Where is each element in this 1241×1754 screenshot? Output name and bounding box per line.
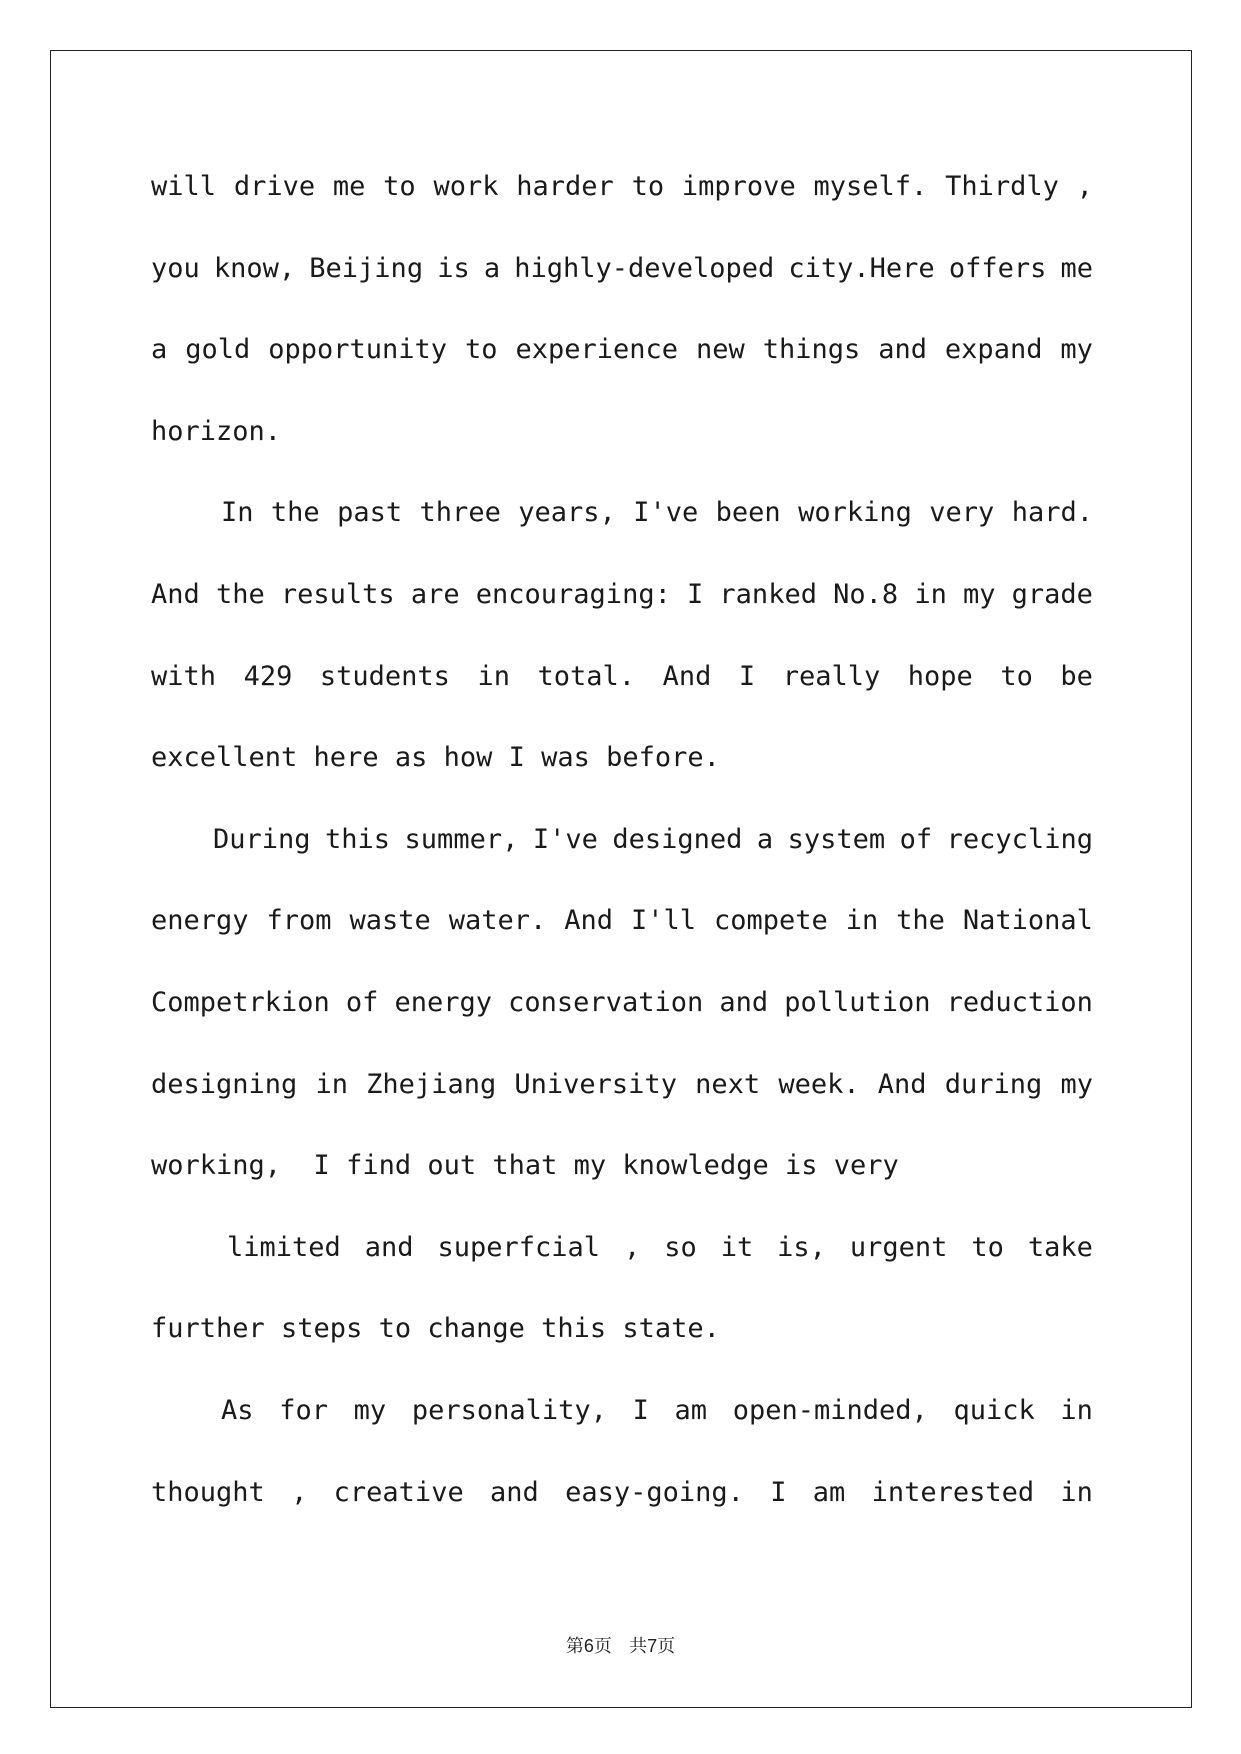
- word: I've: [532, 823, 598, 855]
- word: opportunity: [268, 334, 448, 366]
- word: week.: [778, 1068, 860, 1100]
- word: a: [151, 334, 168, 366]
- text-line: [151, 327, 1093, 409]
- text-line: further steps to change this state.: [151, 1313, 720, 1345]
- word: be: [1060, 660, 1093, 692]
- word: Beijing: [309, 252, 424, 284]
- word: ,: [1076, 171, 1093, 202]
- word: from: [266, 905, 332, 937]
- word: know,: [213, 252, 296, 284]
- word: next: [695, 1068, 761, 1100]
- word: in: [845, 905, 879, 937]
- word: encouraging:: [475, 578, 671, 610]
- word: And: [877, 1068, 927, 1100]
- text-line: [151, 164, 1093, 246]
- text-line: working, I find out that my knowledge is very: [151, 1150, 899, 1182]
- word: easy-going.: [565, 1476, 744, 1508]
- word: Thirdly: [945, 171, 1059, 202]
- word: me: [1060, 252, 1093, 284]
- word: in: [1060, 1394, 1093, 1426]
- word: water.: [448, 905, 547, 937]
- word: you: [151, 252, 200, 284]
- word: new: [695, 334, 745, 366]
- word: And: [564, 905, 613, 937]
- word: During: [213, 823, 311, 855]
- word: a: [756, 823, 774, 855]
- document-body: [151, 164, 1093, 1551]
- word: system: [787, 823, 886, 855]
- word: open-minded,: [732, 1394, 928, 1426]
- word: gold: [185, 334, 251, 366]
- word: Zhejiang: [366, 1068, 497, 1100]
- word: total.: [537, 660, 636, 692]
- text-line: [151, 980, 1093, 1062]
- word: years,: [518, 497, 616, 529]
- word: National: [962, 905, 1093, 937]
- word: in: [1060, 1476, 1093, 1508]
- page-footer: [0, 1632, 1241, 1658]
- word: energy: [151, 905, 249, 937]
- word: quick: [953, 1394, 1035, 1426]
- word: And: [662, 660, 712, 692]
- word: highly-developed: [514, 252, 775, 284]
- word: I'll: [630, 905, 696, 937]
- word: designing: [151, 1068, 298, 1100]
- word: recycling: [946, 823, 1093, 855]
- word: working: [798, 497, 912, 529]
- word: me: [332, 171, 366, 202]
- word: to: [1000, 660, 1033, 692]
- word: work: [433, 171, 499, 202]
- text-line: [151, 654, 1093, 736]
- word: so: [664, 1231, 697, 1263]
- word: I: [687, 578, 704, 610]
- word: to: [383, 171, 416, 202]
- word: my: [353, 1394, 387, 1426]
- word: myself.: [813, 171, 928, 202]
- word: energy: [394, 986, 493, 1018]
- word: 429: [243, 660, 293, 692]
- page-number: 6: [583, 1636, 594, 1656]
- word: the: [270, 497, 320, 529]
- word: to: [971, 1231, 1004, 1263]
- word: summer,: [404, 823, 519, 855]
- word: No.8: [833, 578, 899, 610]
- word: I: [770, 1476, 787, 1508]
- word: the: [215, 578, 265, 610]
- word: been: [715, 497, 781, 529]
- word: improve: [681, 171, 796, 202]
- word: superfcial: [437, 1231, 601, 1263]
- word: will: [151, 171, 217, 202]
- word: creative: [333, 1476, 464, 1508]
- word: limited: [227, 1231, 341, 1263]
- word: a: [483, 252, 501, 284]
- word: ,: [624, 1231, 641, 1263]
- word: in: [914, 578, 947, 610]
- word: am: [674, 1394, 708, 1426]
- word: ranked: [719, 578, 817, 610]
- word: it: [720, 1231, 754, 1263]
- text-line: [151, 572, 1093, 654]
- word: the: [896, 905, 945, 937]
- word: offers: [948, 252, 1047, 284]
- text-line: [151, 1388, 1093, 1470]
- word: compete: [713, 905, 828, 937]
- word: personality,: [411, 1394, 607, 1426]
- word: and: [719, 986, 769, 1018]
- word: city.Here: [788, 252, 935, 284]
- word: urgent: [849, 1231, 948, 1263]
- total-prefix: 共: [629, 1636, 648, 1657]
- word: and: [364, 1231, 414, 1263]
- word: take: [1027, 1231, 1093, 1263]
- word: grade: [1011, 578, 1093, 610]
- word: to: [631, 171, 665, 202]
- word: during: [944, 1068, 1043, 1100]
- text-line: [151, 1225, 1093, 1307]
- word: really: [782, 660, 881, 692]
- text-line: [151, 1062, 1093, 1144]
- text-line: [151, 1470, 1093, 1552]
- text-line: [151, 898, 1093, 980]
- word: my: [1060, 334, 1093, 366]
- word: my: [962, 578, 996, 610]
- word: am: [812, 1476, 846, 1508]
- word: drive: [233, 171, 316, 202]
- word: past: [337, 497, 403, 529]
- text-line: [151, 490, 1093, 572]
- page-suffix: 页: [593, 1636, 612, 1657]
- word: hard.: [1011, 497, 1093, 529]
- word: in: [315, 1068, 348, 1100]
- text-line: [151, 246, 1093, 328]
- word: results: [280, 578, 395, 610]
- page-prefix: 第: [565, 1636, 584, 1657]
- word: very: [929, 497, 995, 529]
- word: I've: [633, 497, 699, 529]
- text-line: excellent here as how I was before.: [151, 742, 720, 774]
- word: In: [221, 497, 254, 529]
- word: thought: [151, 1476, 265, 1508]
- total-suffix: 页: [657, 1636, 676, 1657]
- word: to: [464, 334, 498, 366]
- word: waste: [349, 905, 431, 937]
- word: University: [514, 1068, 677, 1100]
- word: reduction: [946, 986, 1093, 1018]
- word: with: [151, 660, 217, 692]
- word: in: [477, 660, 510, 692]
- word: hope: [907, 660, 973, 692]
- text-line: horizon.: [151, 415, 282, 447]
- word: and: [878, 334, 927, 366]
- text-line: [151, 817, 1093, 899]
- word: my: [1060, 1068, 1093, 1100]
- word: for: [279, 1394, 328, 1426]
- word: and: [490, 1476, 539, 1508]
- word: ,: [291, 1476, 308, 1508]
- word: I: [632, 1394, 649, 1426]
- word: of: [899, 823, 933, 855]
- word: is,: [777, 1231, 826, 1263]
- word: of: [345, 986, 379, 1018]
- total-pages: 7: [647, 1636, 658, 1656]
- word: expand: [944, 334, 1043, 366]
- word: are: [410, 578, 460, 610]
- word: three: [419, 497, 501, 529]
- word: designed: [612, 823, 743, 855]
- word: pollution: [784, 986, 931, 1018]
- word: students: [319, 660, 450, 692]
- word: things: [762, 334, 861, 366]
- word: is: [437, 252, 470, 284]
- word: experience: [515, 334, 678, 366]
- word: interested: [871, 1476, 1035, 1508]
- word: And: [151, 578, 200, 610]
- word: I: [738, 660, 756, 692]
- word: conservation: [508, 986, 704, 1018]
- word: As: [221, 1394, 254, 1426]
- word: this: [325, 823, 391, 855]
- word: Competrkion: [151, 986, 330, 1018]
- word: harder: [516, 171, 614, 202]
